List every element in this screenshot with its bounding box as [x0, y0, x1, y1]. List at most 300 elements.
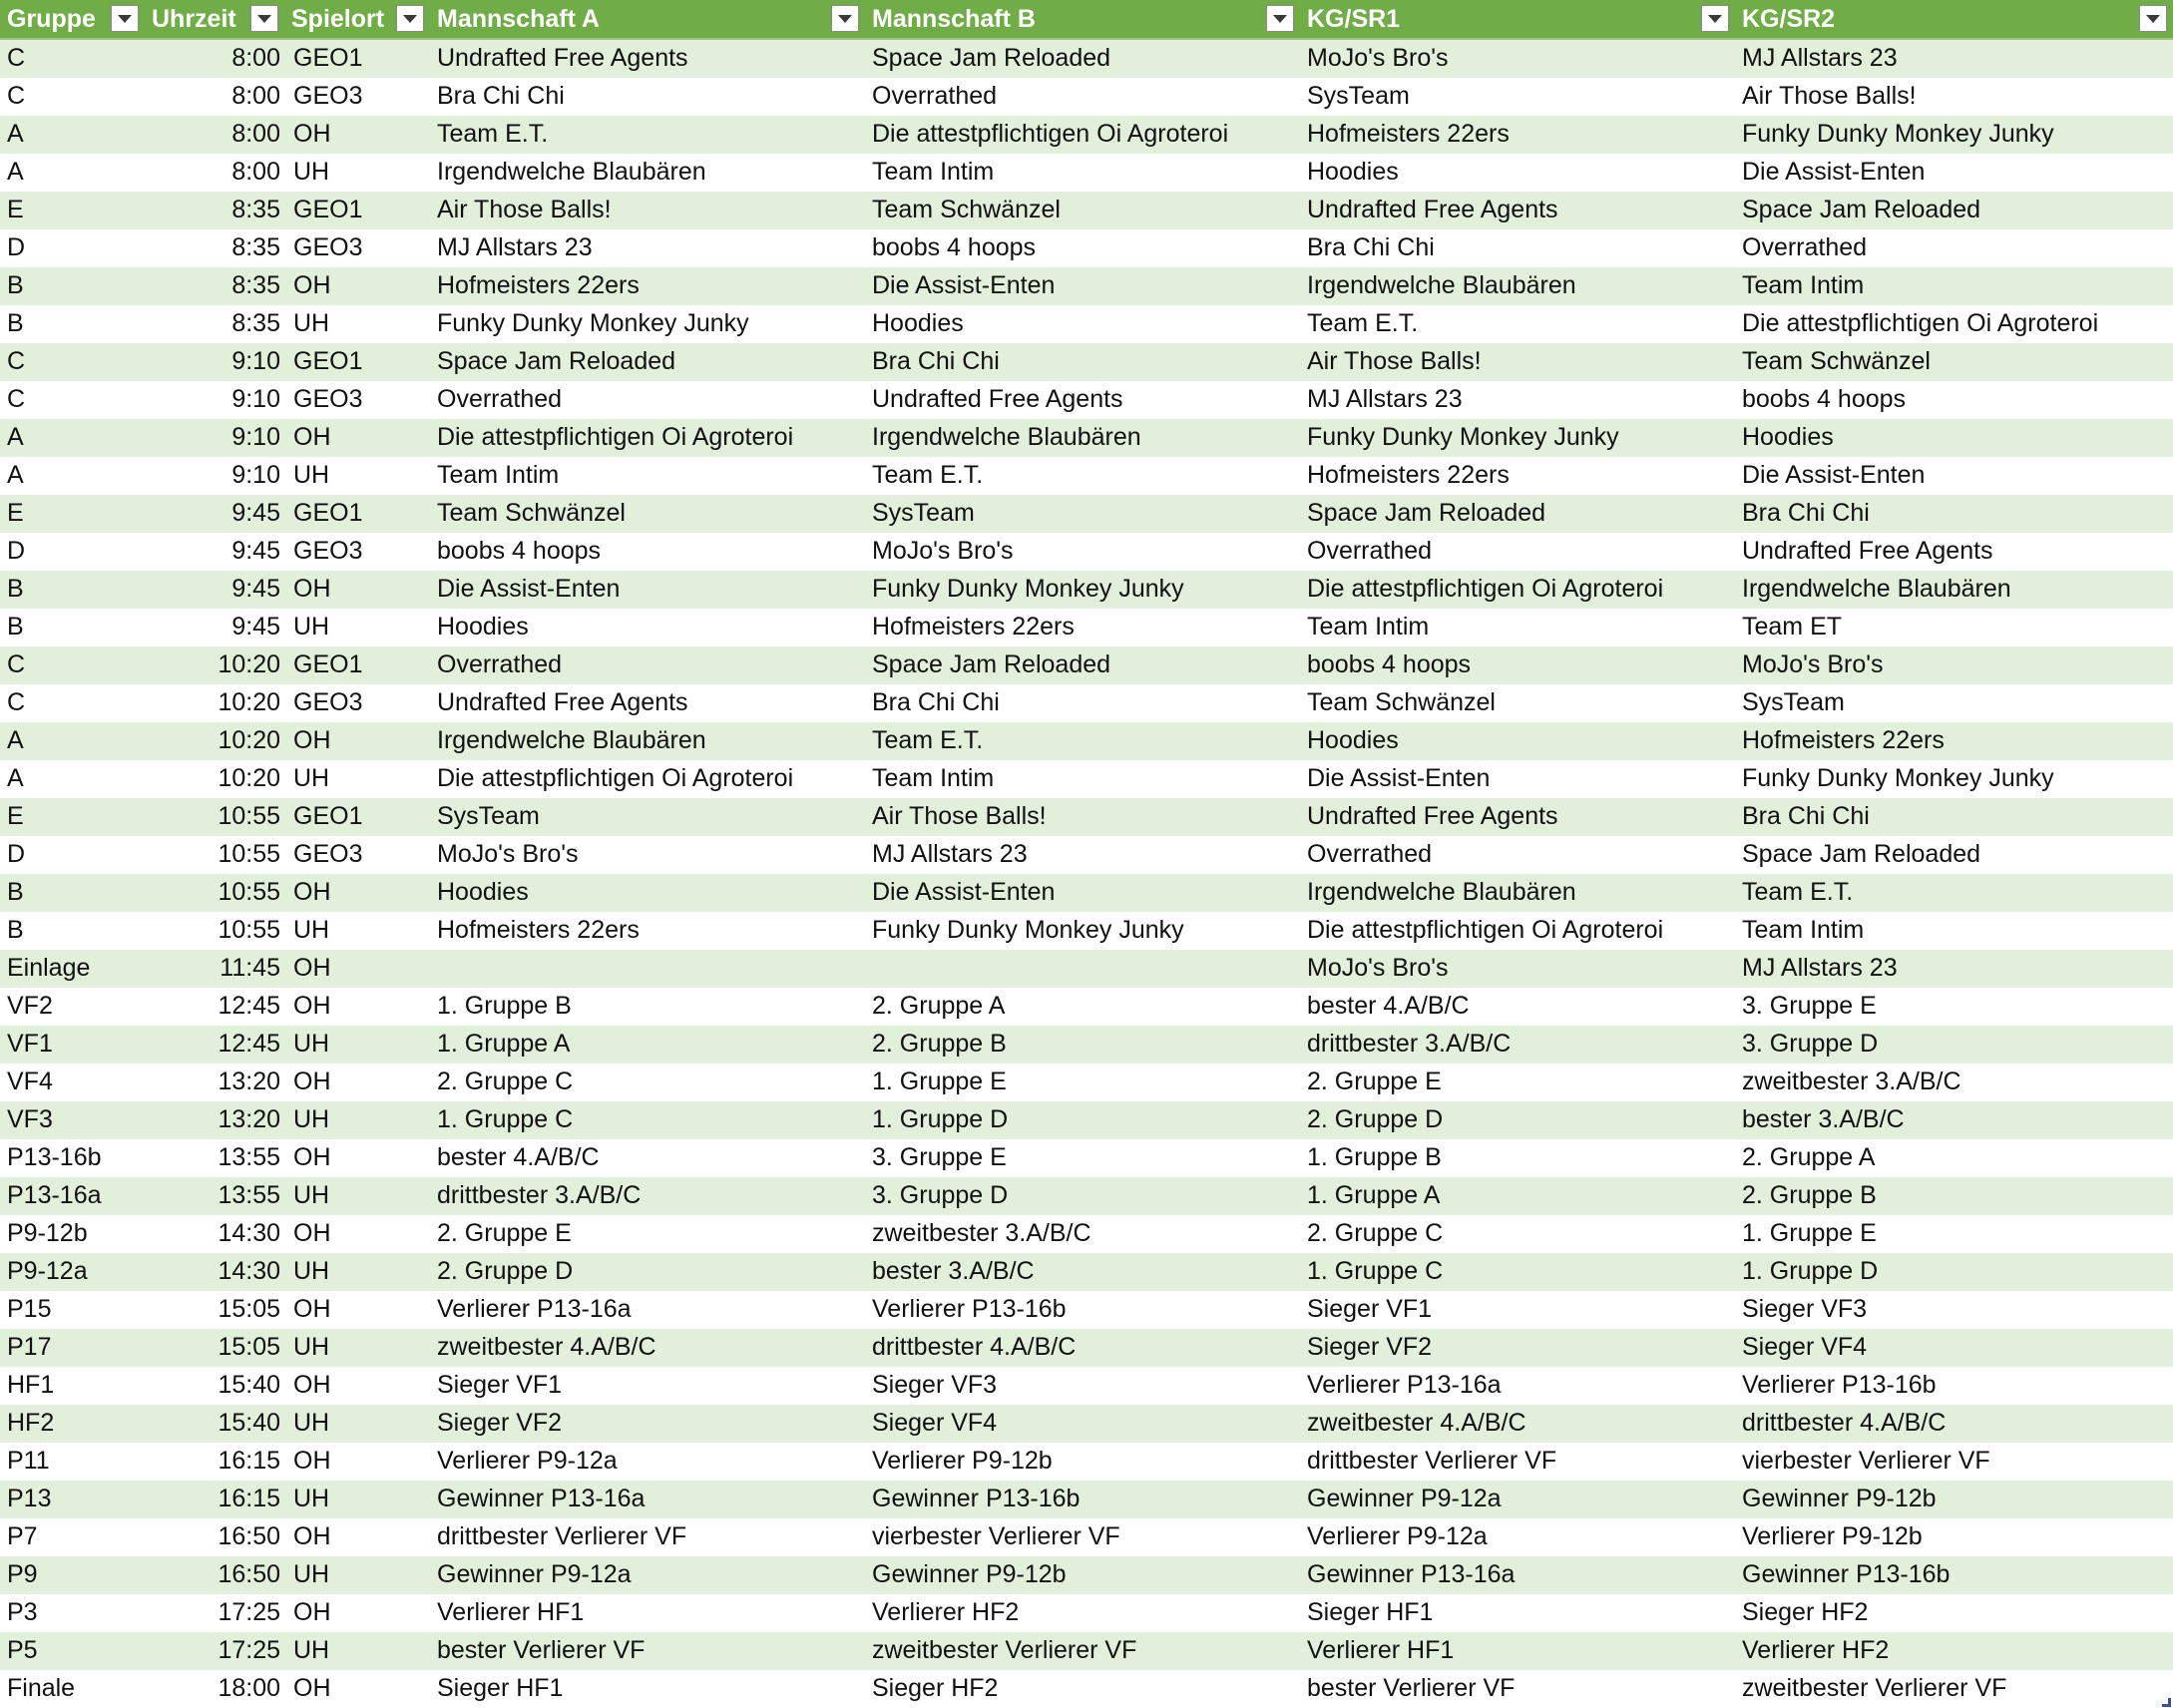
cell-kg-sr2[interactable]: Sieger VF3: [1735, 1291, 2173, 1329]
cell-mannschaft-a[interactable]: Air Those Balls!: [430, 192, 865, 229]
cell-mannschaft-b[interactable]: zweitbester Verlierer VF: [865, 1632, 1300, 1670]
cell-gruppe[interactable]: P13: [0, 1481, 145, 1518]
cell-mannschaft-b[interactable]: vierbester Verlierer VF: [865, 1518, 1300, 1556]
cell-gruppe[interactable]: C: [0, 684, 145, 722]
cell-kg-sr1[interactable]: Verlierer P13-16a: [1300, 1367, 1735, 1405]
cell-gruppe[interactable]: C: [0, 78, 145, 116]
cell-gruppe[interactable]: E: [0, 192, 145, 229]
cell-kg-sr2[interactable]: 1. Gruppe E: [1735, 1215, 2173, 1253]
cell-mannschaft-b[interactable]: Team E.T.: [865, 722, 1300, 760]
cell-mannschaft-b[interactable]: Hofmeisters 22ers: [865, 609, 1300, 646]
cell-mannschaft-b[interactable]: Undrafted Free Agents: [865, 381, 1300, 419]
cell-mannschaft-b[interactable]: drittbester 4.A/B/C: [865, 1329, 1300, 1367]
cell-kg-sr1[interactable]: 2. Gruppe E: [1300, 1064, 1735, 1101]
cell-gruppe[interactable]: C: [0, 646, 145, 684]
cell-mannschaft-a[interactable]: Team Intim: [430, 457, 865, 495]
cell-spielort[interactable]: OH: [284, 1594, 430, 1632]
cell-mannschaft-a[interactable]: Gewinner P13-16a: [430, 1481, 865, 1518]
cell-kg-sr2[interactable]: MJ Allstars 23: [1735, 39, 2173, 78]
cell-mannschaft-b[interactable]: MJ Allstars 23: [865, 836, 1300, 874]
cell-uhrzeit[interactable]: 14:30: [145, 1253, 284, 1291]
cell-kg-sr2[interactable]: Team E.T.: [1735, 874, 2173, 912]
cell-uhrzeit[interactable]: 15:40: [145, 1367, 284, 1405]
cell-kg-sr2[interactable]: 1. Gruppe D: [1735, 1253, 2173, 1291]
cell-kg-sr2[interactable]: Gewinner P13-16b: [1735, 1556, 2173, 1594]
cell-uhrzeit[interactable]: 9:10: [145, 381, 284, 419]
cell-spielort[interactable]: OH: [284, 571, 430, 609]
cell-kg-sr1[interactable]: Team Schwänzel: [1300, 684, 1735, 722]
cell-mannschaft-b[interactable]: Die Assist-Enten: [865, 874, 1300, 912]
cell-mannschaft-a[interactable]: Die attestpflichtigen Oi Agroteroi: [430, 760, 865, 798]
cell-gruppe[interactable]: VF4: [0, 1064, 145, 1101]
cell-uhrzeit[interactable]: 13:20: [145, 1064, 284, 1101]
cell-uhrzeit[interactable]: 10:20: [145, 722, 284, 760]
cell-gruppe[interactable]: P9-12b: [0, 1215, 145, 1253]
cell-mannschaft-b[interactable]: 3. Gruppe E: [865, 1139, 1300, 1177]
cell-spielort[interactable]: OH: [284, 1291, 430, 1329]
cell-mannschaft-b[interactable]: MoJo's Bro's: [865, 533, 1300, 571]
cell-mannschaft-a[interactable]: 1. Gruppe C: [430, 1101, 865, 1139]
cell-uhrzeit[interactable]: 12:45: [145, 988, 284, 1026]
cell-mannschaft-a[interactable]: 1. Gruppe A: [430, 1026, 865, 1064]
cell-gruppe[interactable]: P3: [0, 1594, 145, 1632]
cell-uhrzeit[interactable]: 8:00: [145, 154, 284, 192]
cell-kg-sr2[interactable]: Overrathed: [1735, 229, 2173, 267]
cell-gruppe[interactable]: P13-16a: [0, 1177, 145, 1215]
cell-kg-sr1[interactable]: drittbester Verlierer VF: [1300, 1443, 1735, 1481]
cell-uhrzeit[interactable]: 9:45: [145, 495, 284, 533]
cell-gruppe[interactable]: P17: [0, 1329, 145, 1367]
cell-uhrzeit[interactable]: 16:50: [145, 1518, 284, 1556]
cell-gruppe[interactable]: P15: [0, 1291, 145, 1329]
cell-spielort[interactable]: OH: [284, 1064, 430, 1101]
cell-gruppe[interactable]: E: [0, 798, 145, 836]
cell-kg-sr1[interactable]: MoJo's Bro's: [1300, 39, 1735, 78]
cell-kg-sr1[interactable]: Die attestpflichtigen Oi Agroteroi: [1300, 912, 1735, 950]
cell-uhrzeit[interactable]: 10:55: [145, 874, 284, 912]
cell-uhrzeit[interactable]: 15:40: [145, 1405, 284, 1443]
cell-mannschaft-b[interactable]: Funky Dunky Monkey Junky: [865, 912, 1300, 950]
cell-uhrzeit[interactable]: 10:55: [145, 836, 284, 874]
cell-kg-sr2[interactable]: Die Assist-Enten: [1735, 154, 2173, 192]
cell-mannschaft-b[interactable]: Irgendwelche Blaubären: [865, 419, 1300, 457]
cell-spielort[interactable]: UH: [284, 1177, 430, 1215]
cell-uhrzeit[interactable]: 17:25: [145, 1632, 284, 1670]
cell-kg-sr1[interactable]: 1. Gruppe B: [1300, 1139, 1735, 1177]
cell-mannschaft-a[interactable]: Hoodies: [430, 609, 865, 646]
cell-mannschaft-b[interactable]: Team Intim: [865, 154, 1300, 192]
cell-mannschaft-a[interactable]: 2. Gruppe C: [430, 1064, 865, 1101]
cell-kg-sr1[interactable]: Overrathed: [1300, 533, 1735, 571]
cell-gruppe[interactable]: B: [0, 305, 145, 343]
cell-kg-sr2[interactable]: Team Schwänzel: [1735, 343, 2173, 381]
cell-gruppe[interactable]: B: [0, 874, 145, 912]
cell-kg-sr2[interactable]: zweitbester Verlierer VF: [1735, 1670, 2173, 1708]
cell-mannschaft-a[interactable]: Team Schwänzel: [430, 495, 865, 533]
cell-uhrzeit[interactable]: 9:45: [145, 609, 284, 646]
cell-gruppe[interactable]: P5: [0, 1632, 145, 1670]
cell-kg-sr1[interactable]: Verlierer P9-12a: [1300, 1518, 1735, 1556]
cell-spielort[interactable]: GEO3: [284, 836, 430, 874]
cell-uhrzeit[interactable]: 16:15: [145, 1481, 284, 1518]
cell-kg-sr1[interactable]: Undrafted Free Agents: [1300, 798, 1735, 836]
cell-mannschaft-a[interactable]: Sieger HF1: [430, 1670, 865, 1708]
cell-spielort[interactable]: OH: [284, 1139, 430, 1177]
cell-mannschaft-b[interactable]: Bra Chi Chi: [865, 343, 1300, 381]
cell-mannschaft-b[interactable]: 1. Gruppe E: [865, 1064, 1300, 1101]
cell-spielort[interactable]: GEO1: [284, 495, 430, 533]
cell-gruppe[interactable]: Einlage: [0, 950, 145, 988]
cell-kg-sr1[interactable]: MoJo's Bro's: [1300, 950, 1735, 988]
cell-spielort[interactable]: UH: [284, 1329, 430, 1367]
filter-dropdown-button-mannschaft-a[interactable]: [831, 5, 859, 32]
cell-uhrzeit[interactable]: 9:10: [145, 343, 284, 381]
cell-spielort[interactable]: UH: [284, 760, 430, 798]
cell-gruppe[interactable]: VF2: [0, 988, 145, 1026]
cell-kg-sr1[interactable]: Sieger VF1: [1300, 1291, 1735, 1329]
cell-gruppe[interactable]: HF2: [0, 1405, 145, 1443]
cell-kg-sr1[interactable]: Hofmeisters 22ers: [1300, 457, 1735, 495]
cell-gruppe[interactable]: P11: [0, 1443, 145, 1481]
cell-kg-sr1[interactable]: Gewinner P9-12a: [1300, 1481, 1735, 1518]
cell-kg-sr1[interactable]: Bra Chi Chi: [1300, 229, 1735, 267]
cell-gruppe[interactable]: HF1: [0, 1367, 145, 1405]
cell-uhrzeit[interactable]: 18:00: [145, 1670, 284, 1708]
cell-kg-sr1[interactable]: zweitbester 4.A/B/C: [1300, 1405, 1735, 1443]
cell-uhrzeit[interactable]: 13:55: [145, 1177, 284, 1215]
cell-uhrzeit[interactable]: 8:35: [145, 267, 284, 305]
cell-mannschaft-b[interactable]: Team Intim: [865, 760, 1300, 798]
cell-spielort[interactable]: UH: [284, 1253, 430, 1291]
cell-mannschaft-a[interactable]: Sieger VF1: [430, 1367, 865, 1405]
cell-uhrzeit[interactable]: 10:20: [145, 760, 284, 798]
cell-kg-sr2[interactable]: Sieger HF2: [1735, 1594, 2173, 1632]
cell-mannschaft-b[interactable]: boobs 4 hoops: [865, 229, 1300, 267]
cell-mannschaft-a[interactable]: 1. Gruppe B: [430, 988, 865, 1026]
cell-kg-sr1[interactable]: Team Intim: [1300, 609, 1735, 646]
cell-uhrzeit[interactable]: 15:05: [145, 1329, 284, 1367]
cell-gruppe[interactable]: D: [0, 836, 145, 874]
cell-kg-sr1[interactable]: bester Verlierer VF: [1300, 1670, 1735, 1708]
cell-kg-sr1[interactable]: Air Those Balls!: [1300, 343, 1735, 381]
cell-uhrzeit[interactable]: 8:35: [145, 305, 284, 343]
cell-uhrzeit[interactable]: 11:45: [145, 950, 284, 988]
cell-kg-sr1[interactable]: bester 4.A/B/C: [1300, 988, 1735, 1026]
cell-spielort[interactable]: OH: [284, 950, 430, 988]
cell-kg-sr2[interactable]: vierbester Verlierer VF: [1735, 1443, 2173, 1481]
cell-spielort[interactable]: OH: [284, 419, 430, 457]
cell-kg-sr1[interactable]: Space Jam Reloaded: [1300, 495, 1735, 533]
cell-mannschaft-a[interactable]: Die attestpflichtigen Oi Agroteroi: [430, 419, 865, 457]
cell-spielort[interactable]: OH: [284, 1367, 430, 1405]
cell-spielort[interactable]: UH: [284, 305, 430, 343]
cell-kg-sr1[interactable]: Die Assist-Enten: [1300, 760, 1735, 798]
cell-kg-sr1[interactable]: Irgendwelche Blaubären: [1300, 874, 1735, 912]
cell-gruppe[interactable]: C: [0, 381, 145, 419]
cell-mannschaft-b[interactable]: [865, 950, 1300, 988]
cell-gruppe[interactable]: Finale: [0, 1670, 145, 1708]
cell-gruppe[interactable]: P9: [0, 1556, 145, 1594]
cell-mannschaft-b[interactable]: Overrathed: [865, 78, 1300, 116]
cell-mannschaft-a[interactable]: Gewinner P9-12a: [430, 1556, 865, 1594]
filter-dropdown-button-spielort[interactable]: [396, 5, 424, 32]
cell-uhrzeit[interactable]: 8:35: [145, 192, 284, 229]
cell-spielort[interactable]: UH: [284, 1556, 430, 1594]
cell-spielort[interactable]: UH: [284, 609, 430, 646]
cell-uhrzeit[interactable]: 16:15: [145, 1443, 284, 1481]
cell-mannschaft-b[interactable]: Space Jam Reloaded: [865, 646, 1300, 684]
cell-gruppe[interactable]: B: [0, 912, 145, 950]
cell-kg-sr2[interactable]: Space Jam Reloaded: [1735, 836, 2173, 874]
cell-uhrzeit[interactable]: 14:30: [145, 1215, 284, 1253]
filter-dropdown-button-uhrzeit[interactable]: [250, 5, 278, 32]
cell-mannschaft-b[interactable]: Sieger VF3: [865, 1367, 1300, 1405]
cell-spielort[interactable]: GEO1: [284, 39, 430, 78]
cell-kg-sr2[interactable]: Bra Chi Chi: [1735, 495, 2173, 533]
cell-mannschaft-b[interactable]: Air Those Balls!: [865, 798, 1300, 836]
cell-spielort[interactable]: UH: [284, 912, 430, 950]
cell-mannschaft-b[interactable]: zweitbester 3.A/B/C: [865, 1215, 1300, 1253]
cell-mannschaft-a[interactable]: Space Jam Reloaded: [430, 343, 865, 381]
cell-kg-sr1[interactable]: Sieger VF2: [1300, 1329, 1735, 1367]
cell-gruppe[interactable]: A: [0, 116, 145, 154]
cell-mannschaft-a[interactable]: Irgendwelche Blaubären: [430, 154, 865, 192]
cell-kg-sr1[interactable]: Hoodies: [1300, 154, 1735, 192]
cell-kg-sr2[interactable]: Team Intim: [1735, 267, 2173, 305]
cell-kg-sr2[interactable]: 3. Gruppe D: [1735, 1026, 2173, 1064]
cell-kg-sr2[interactable]: Gewinner P9-12b: [1735, 1481, 2173, 1518]
cell-gruppe[interactable]: C: [0, 343, 145, 381]
cell-kg-sr2[interactable]: zweitbester 3.A/B/C: [1735, 1064, 2173, 1101]
cell-mannschaft-a[interactable]: Hoodies: [430, 874, 865, 912]
cell-spielort[interactable]: OH: [284, 874, 430, 912]
cell-mannschaft-b[interactable]: Bra Chi Chi: [865, 684, 1300, 722]
cell-kg-sr1[interactable]: drittbester 3.A/B/C: [1300, 1026, 1735, 1064]
cell-kg-sr1[interactable]: Team E.T.: [1300, 305, 1735, 343]
cell-mannschaft-b[interactable]: Space Jam Reloaded: [865, 39, 1300, 78]
cell-mannschaft-b[interactable]: 2. Gruppe B: [865, 1026, 1300, 1064]
cell-kg-sr2[interactable]: Verlierer P13-16b: [1735, 1367, 2173, 1405]
cell-mannschaft-a[interactable]: Die Assist-Enten: [430, 571, 865, 609]
cell-kg-sr2[interactable]: Team ET: [1735, 609, 2173, 646]
cell-mannschaft-b[interactable]: Gewinner P13-16b: [865, 1481, 1300, 1518]
cell-kg-sr1[interactable]: Overrathed: [1300, 836, 1735, 874]
cell-mannschaft-a[interactable]: Overrathed: [430, 381, 865, 419]
cell-gruppe[interactable]: D: [0, 533, 145, 571]
cell-mannschaft-a[interactable]: 2. Gruppe D: [430, 1253, 865, 1291]
cell-gruppe[interactable]: A: [0, 457, 145, 495]
cell-uhrzeit[interactable]: 9:10: [145, 457, 284, 495]
cell-kg-sr1[interactable]: Die attestpflichtigen Oi Agroteroi: [1300, 571, 1735, 609]
cell-mannschaft-b[interactable]: Hoodies: [865, 305, 1300, 343]
cell-mannschaft-b[interactable]: SysTeam: [865, 495, 1300, 533]
cell-kg-sr1[interactable]: 2. Gruppe C: [1300, 1215, 1735, 1253]
cell-spielort[interactable]: GEO3: [284, 381, 430, 419]
cell-mannschaft-b[interactable]: 3. Gruppe D: [865, 1177, 1300, 1215]
cell-uhrzeit[interactable]: 13:55: [145, 1139, 284, 1177]
cell-kg-sr2[interactable]: 3. Gruppe E: [1735, 988, 2173, 1026]
cell-kg-sr2[interactable]: Verlierer HF2: [1735, 1632, 2173, 1670]
cell-mannschaft-a[interactable]: 2. Gruppe E: [430, 1215, 865, 1253]
cell-spielort[interactable]: OH: [284, 722, 430, 760]
cell-kg-sr2[interactable]: 2. Gruppe A: [1735, 1139, 2173, 1177]
cell-mannschaft-a[interactable]: Bra Chi Chi: [430, 78, 865, 116]
cell-spielort[interactable]: UH: [284, 1632, 430, 1670]
cell-spielort[interactable]: UH: [284, 1481, 430, 1518]
cell-spielort[interactable]: UH: [284, 457, 430, 495]
cell-gruppe[interactable]: D: [0, 229, 145, 267]
filter-dropdown-button-mannschaft-b[interactable]: [1266, 5, 1294, 32]
cell-spielort[interactable]: OH: [284, 267, 430, 305]
cell-kg-sr2[interactable]: Undrafted Free Agents: [1735, 533, 2173, 571]
cell-kg-sr2[interactable]: bester 3.A/B/C: [1735, 1101, 2173, 1139]
cell-mannschaft-a[interactable]: boobs 4 hoops: [430, 533, 865, 571]
cell-mannschaft-b[interactable]: 2. Gruppe A: [865, 988, 1300, 1026]
cell-mannschaft-a[interactable]: drittbester Verlierer VF: [430, 1518, 865, 1556]
cell-kg-sr2[interactable]: Die attestpflichtigen Oi Agroteroi: [1735, 305, 2173, 343]
cell-gruppe[interactable]: VF1: [0, 1026, 145, 1064]
cell-mannschaft-a[interactable]: SysTeam: [430, 798, 865, 836]
cell-uhrzeit[interactable]: 8:00: [145, 39, 284, 78]
cell-kg-sr2[interactable]: boobs 4 hoops: [1735, 381, 2173, 419]
cell-uhrzeit[interactable]: 12:45: [145, 1026, 284, 1064]
cell-mannschaft-a[interactable]: bester Verlierer VF: [430, 1632, 865, 1670]
cell-spielort[interactable]: UH: [284, 1405, 430, 1443]
cell-mannschaft-b[interactable]: Die attestpflichtigen Oi Agroteroi: [865, 116, 1300, 154]
cell-gruppe[interactable]: P13-16b: [0, 1139, 145, 1177]
cell-spielort[interactable]: OH: [284, 1215, 430, 1253]
cell-kg-sr2[interactable]: Hofmeisters 22ers: [1735, 722, 2173, 760]
cell-kg-sr1[interactable]: SysTeam: [1300, 78, 1735, 116]
cell-spielort[interactable]: GEO1: [284, 646, 430, 684]
cell-kg-sr1[interactable]: Gewinner P13-16a: [1300, 1556, 1735, 1594]
cell-mannschaft-b[interactable]: Gewinner P9-12b: [865, 1556, 1300, 1594]
cell-gruppe[interactable]: A: [0, 722, 145, 760]
cell-uhrzeit[interactable]: 9:45: [145, 533, 284, 571]
cell-uhrzeit[interactable]: 9:45: [145, 571, 284, 609]
cell-uhrzeit[interactable]: 10:55: [145, 912, 284, 950]
cell-spielort[interactable]: GEO3: [284, 533, 430, 571]
cell-mannschaft-b[interactable]: Sieger VF4: [865, 1405, 1300, 1443]
filter-dropdown-button-gruppe[interactable]: [111, 5, 139, 32]
cell-gruppe[interactable]: VF3: [0, 1101, 145, 1139]
cell-kg-sr1[interactable]: Hoodies: [1300, 722, 1735, 760]
cell-mannschaft-a[interactable]: Team E.T.: [430, 116, 865, 154]
cell-gruppe[interactable]: P7: [0, 1518, 145, 1556]
cell-spielort[interactable]: UH: [284, 1101, 430, 1139]
cell-mannschaft-a[interactable]: Hofmeisters 22ers: [430, 912, 865, 950]
cell-kg-sr1[interactable]: Irgendwelche Blaubären: [1300, 267, 1735, 305]
cell-uhrzeit[interactable]: 8:35: [145, 229, 284, 267]
cell-spielort[interactable]: GEO3: [284, 78, 430, 116]
cell-kg-sr2[interactable]: MoJo's Bro's: [1735, 646, 2173, 684]
cell-gruppe[interactable]: A: [0, 760, 145, 798]
cell-uhrzeit[interactable]: 10:55: [145, 798, 284, 836]
cell-kg-sr2[interactable]: Verlierer P9-12b: [1735, 1518, 2173, 1556]
cell-kg-sr1[interactable]: 2. Gruppe D: [1300, 1101, 1735, 1139]
cell-uhrzeit[interactable]: 17:25: [145, 1594, 284, 1632]
cell-kg-sr1[interactable]: Undrafted Free Agents: [1300, 192, 1735, 229]
cell-mannschaft-b[interactable]: Die Assist-Enten: [865, 267, 1300, 305]
cell-spielort[interactable]: OH: [284, 1518, 430, 1556]
cell-uhrzeit[interactable]: 8:00: [145, 116, 284, 154]
cell-mannschaft-b[interactable]: 1. Gruppe D: [865, 1101, 1300, 1139]
cell-kg-sr2[interactable]: Funky Dunky Monkey Junky: [1735, 760, 2173, 798]
cell-gruppe[interactable]: B: [0, 609, 145, 646]
cell-kg-sr2[interactable]: Funky Dunky Monkey Junky: [1735, 116, 2173, 154]
cell-mannschaft-a[interactable]: drittbester 3.A/B/C: [430, 1177, 865, 1215]
cell-mannschaft-a[interactable]: Overrathed: [430, 646, 865, 684]
cell-mannschaft-a[interactable]: Undrafted Free Agents: [430, 39, 865, 78]
cell-gruppe[interactable]: B: [0, 267, 145, 305]
cell-gruppe[interactable]: A: [0, 419, 145, 457]
cell-spielort[interactable]: UH: [284, 154, 430, 192]
cell-kg-sr2[interactable]: Team Intim: [1735, 912, 2173, 950]
cell-mannschaft-b[interactable]: Verlierer P13-16b: [865, 1291, 1300, 1329]
cell-mannschaft-a[interactable]: MoJo's Bro's: [430, 836, 865, 874]
cell-kg-sr2[interactable]: Hoodies: [1735, 419, 2173, 457]
cell-uhrzeit[interactable]: 16:50: [145, 1556, 284, 1594]
cell-mannschaft-b[interactable]: bester 3.A/B/C: [865, 1253, 1300, 1291]
cell-spielort[interactable]: GEO3: [284, 229, 430, 267]
filter-dropdown-button-kg-sr1[interactable]: [1701, 5, 1729, 32]
cell-kg-sr2[interactable]: Air Those Balls!: [1735, 78, 2173, 116]
cell-kg-sr2[interactable]: Sieger VF4: [1735, 1329, 2173, 1367]
cell-spielort[interactable]: GEO1: [284, 798, 430, 836]
cell-uhrzeit[interactable]: 10:20: [145, 684, 284, 722]
cell-spielort[interactable]: OH: [284, 1670, 430, 1708]
cell-kg-sr1[interactable]: 1. Gruppe A: [1300, 1177, 1735, 1215]
cell-kg-sr2[interactable]: Bra Chi Chi: [1735, 798, 2173, 836]
cell-kg-sr2[interactable]: SysTeam: [1735, 684, 2173, 722]
cell-mannschaft-b[interactable]: Verlierer P9-12b: [865, 1443, 1300, 1481]
cell-kg-sr2[interactable]: Irgendwelche Blaubären: [1735, 571, 2173, 609]
cell-mannschaft-b[interactable]: Sieger HF2: [865, 1670, 1300, 1708]
cell-kg-sr2[interactable]: drittbester 4.A/B/C: [1735, 1405, 2173, 1443]
cell-mannschaft-a[interactable]: [430, 950, 865, 988]
cell-kg-sr2[interactable]: 2. Gruppe B: [1735, 1177, 2173, 1215]
cell-gruppe[interactable]: C: [0, 39, 145, 78]
cell-mannschaft-b[interactable]: Team Schwänzel: [865, 192, 1300, 229]
cell-kg-sr1[interactable]: boobs 4 hoops: [1300, 646, 1735, 684]
cell-mannschaft-b[interactable]: Verlierer HF2: [865, 1594, 1300, 1632]
cell-mannschaft-a[interactable]: Hofmeisters 22ers: [430, 267, 865, 305]
cell-gruppe[interactable]: E: [0, 495, 145, 533]
cell-uhrzeit[interactable]: 8:00: [145, 78, 284, 116]
cell-gruppe[interactable]: B: [0, 571, 145, 609]
cell-uhrzeit[interactable]: 9:10: [145, 419, 284, 457]
cell-uhrzeit[interactable]: 10:20: [145, 646, 284, 684]
cell-kg-sr1[interactable]: Verlierer HF1: [1300, 1632, 1735, 1670]
cell-gruppe[interactable]: P9-12a: [0, 1253, 145, 1291]
cell-kg-sr1[interactable]: Funky Dunky Monkey Junky: [1300, 419, 1735, 457]
cell-mannschaft-a[interactable]: Irgendwelche Blaubären: [430, 722, 865, 760]
cell-spielort[interactable]: OH: [284, 116, 430, 154]
cell-mannschaft-b[interactable]: Team E.T.: [865, 457, 1300, 495]
cell-mannschaft-a[interactable]: Funky Dunky Monkey Junky: [430, 305, 865, 343]
cell-kg-sr1[interactable]: Hofmeisters 22ers: [1300, 116, 1735, 154]
cell-spielort[interactable]: GEO3: [284, 684, 430, 722]
cell-kg-sr1[interactable]: MJ Allstars 23: [1300, 381, 1735, 419]
cell-uhrzeit[interactable]: 13:20: [145, 1101, 284, 1139]
cell-mannschaft-a[interactable]: bester 4.A/B/C: [430, 1139, 865, 1177]
cell-spielort[interactable]: GEO1: [284, 192, 430, 229]
filter-dropdown-button-kg-sr2[interactable]: [2139, 5, 2167, 32]
cell-mannschaft-a[interactable]: Verlierer P13-16a: [430, 1291, 865, 1329]
cell-mannschaft-a[interactable]: Undrafted Free Agents: [430, 684, 865, 722]
cell-kg-sr2[interactable]: Die Assist-Enten: [1735, 457, 2173, 495]
cell-uhrzeit[interactable]: 15:05: [145, 1291, 284, 1329]
